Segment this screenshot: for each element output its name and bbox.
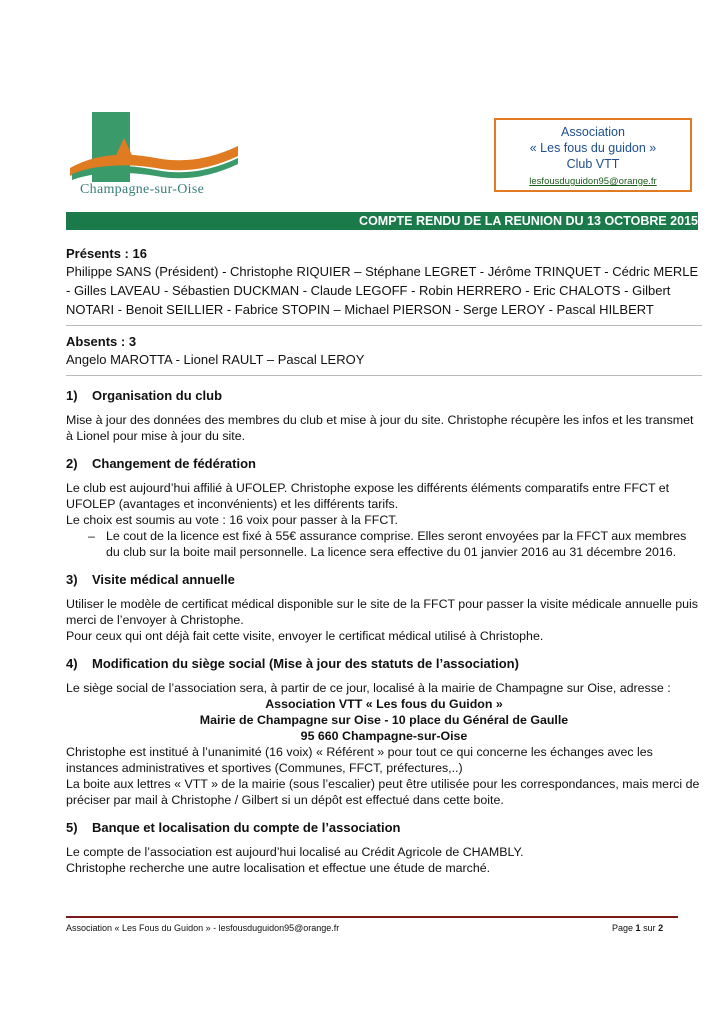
absents-heading: Absents : 3 [66, 334, 137, 349]
section-heading: 5) Banque et localisation du compte de l’association [66, 820, 401, 835]
absents-names: Angelo MAROTTA - Lionel RAULT – Pascal LEROY [66, 352, 365, 367]
section-heading: 4) Modification du siège social (Mise à jour des statuts de l’association) [66, 656, 519, 671]
document-title: COMPTE RENDU DE LA REUNION DU 13 OCTOBRE 2015 [359, 214, 698, 228]
footer-divider [66, 916, 678, 918]
section-heading: 3) Visite médical annuelle [66, 572, 235, 587]
assoc-line-3: Club VTT [566, 157, 620, 171]
presents-names: Philippe SANS (Président) - Christophe RIQUIER – Stéphane LEGRET - Jérôme TRINQUET - Cédric MERLE - Gilles LAVEAU - Sébastien DUCKMAN - Claude LEGOFF - Robin HERRERO - Eric CHALOTS - Gilbert NOTARI - Benoit SEILLIER - Fabrice STOPIN – Michael PIERSON - Serge LEROY - Pascal HILBERT [66, 264, 699, 317]
bullet-item: – Le cout de la licence est fixé à 55€ assurance comprise. Elles seront envoyées par la FFCT aux membres du club sur la boite mail personnelle. La licence sera effective du 01 janvier 2016 au 31 décembre 2016. [88, 529, 687, 559]
address-line: Association VTT « Les fous du Guidon » [265, 697, 503, 711]
section-paragraph: Pour ceux qui ont déjà fait cette visite, envoyer le certificat médical utilisé à Christophe. [66, 629, 544, 643]
section-paragraph: Le club est aujourd’hui affilié à UFOLEP. Christophe expose les différents éléments comparatifs entre FFCT et UFOLEP (avantages et inconvénients) et les différents tarifs. [66, 481, 670, 511]
section-paragraph: La boite aux lettres « VTT » de la mairie (sous l’escalier) peut être utilisée pour les correspondances, mais merci de préciser par mail à Christophe / Gilbert si un dépôt est effectué dans cette boite. [66, 777, 700, 807]
section-paragraph: Christophe recherche une autre localisation et effectue une étude de marché. [66, 861, 491, 875]
section-paragraph: Le siège social de l’association sera, à partir de ce jour, localisé à la mairie de Champagne sur Oise, adresse : [66, 681, 671, 695]
document-body [66, 246, 702, 876]
section-paragraph: Mise à jour des données des membres du club et mise à jour du site. Christophe récupère les infos et les transmet à Lionel pour mise à jour du site. [66, 413, 694, 443]
divider [66, 375, 702, 376]
logo-caption: Champagne-sur-Oise [80, 182, 205, 197]
section-heading: 2) Changement de fédération [66, 456, 256, 471]
address-line: 95 660 Champagne-sur-Oise [300, 729, 468, 743]
section-heading: 1) Organisation du club [66, 388, 223, 403]
divider [66, 325, 702, 326]
section-paragraph: Utiliser le modèle de certificat médical disponible sur le site de la FFCT pour passer la visite médicale annuelle puis merci de l’envoyer à Christophe. [66, 597, 698, 627]
assoc-line-2: « Les fous du guidon » [529, 141, 657, 155]
association-box [494, 118, 692, 192]
title-bar [66, 212, 698, 230]
section-paragraph: Christophe est institué à l’unanimité (16 voix) « Référent » pour tout ce qui concerne les échanges avec les instances administratives et sportives (Communes, FFCT, préfectures,..) [66, 745, 653, 775]
assoc-email-link[interactable]: lesfousduguidon95@orange.fr [529, 176, 657, 187]
address-line: Mairie de Champagne sur Oise - 10 place du Général de Gaulle [199, 713, 569, 727]
section-paragraph: Le compte de l’association est aujourd’hui localisé au Crédit Agricole de CHAMBLY. [66, 845, 524, 859]
section-paragraph: Le choix est soumis au vote : 16 voix pour passer à la FFCT. [66, 513, 398, 527]
footer-text: Association « Les Fous du Guidon » - lesfousduguidon95@orange.fr [66, 923, 340, 933]
page-number: Page 1 sur 2 [612, 923, 664, 933]
presents-heading: Présents : 16 [66, 246, 147, 261]
assoc-line-1: Association [561, 125, 625, 139]
